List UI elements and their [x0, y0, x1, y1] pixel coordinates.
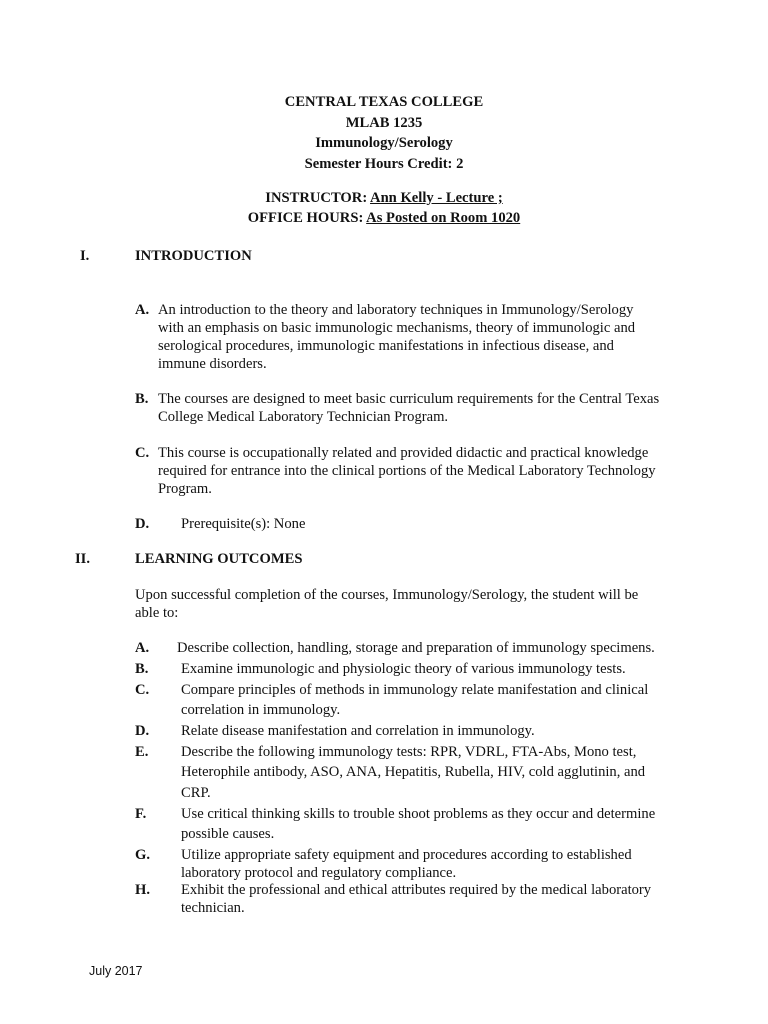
- outcome-item-e-line: Describe the following immunology tests: RPR, VDRL, FTA-Abs, Mono test,: [181, 744, 637, 760]
- intro-item-c-line: required for entrance into the clinical portions of the Medical Laboratory Technology: [158, 463, 656, 479]
- outcome-item-e-letter: E.: [135, 744, 149, 760]
- college-name: CENTRAL TEXAS COLLEGE: [284, 94, 484, 110]
- section-1-title: INTRODUCTION: [135, 248, 252, 264]
- section-2-numeral: II.: [75, 551, 91, 567]
- outcome-item-h-line: technician.: [181, 900, 245, 916]
- intro-item-b-line: The courses are designed to meet basic curriculum requirements for the Central Texas: [158, 391, 660, 407]
- office-hours-value: As Posted on Room 1020: [366, 210, 521, 226]
- outcome-item-e-line: CRP.: [181, 785, 211, 801]
- intro-item-c-line: This course is occupationally related and provided didactic and practical knowledge: [158, 445, 649, 461]
- outcome-item-h-letter: H.: [135, 882, 150, 898]
- outcome-item-c-line: correlation in immunology.: [181, 702, 341, 718]
- outcome-item-f-letter: F.: [135, 806, 147, 822]
- office-hours-label: OFFICE HOURS:: [247, 210, 364, 226]
- intro-item-a-line: An introduction to the theory and laboratory techniques in Immunology/Serology: [158, 302, 634, 318]
- outcome-item-d-line: Relate disease manifestation and correlation in immunology.: [181, 723, 535, 739]
- intro-item-c-line: Program.: [158, 481, 212, 497]
- course-code: MLAB 1235: [345, 115, 423, 131]
- outcome-item-g-line: Utilize appropriate safety equipment and procedures according to established: [181, 847, 632, 863]
- instructor-label: INSTRUCTOR:: [265, 190, 368, 206]
- instructor-line: [0, 189, 768, 207]
- office-hours-line: [0, 209, 768, 227]
- outcome-item-b-letter: B.: [135, 661, 149, 677]
- outcome-item-f-line: Use critical thinking skills to trouble shoot problems as they occur and determine: [181, 806, 656, 822]
- outcome-item-c-letter: C.: [135, 682, 150, 698]
- course-title: Immunology/Serology: [315, 135, 453, 151]
- outcomes-intro-line: able to:: [135, 605, 179, 621]
- intro-item-a-line: serological procedures, immunologic manifestations in infectious disease, and: [158, 338, 614, 354]
- outcome-item-d-letter: D.: [135, 723, 150, 739]
- outcome-item-g-line: laboratory protocol and regulatory compliance.: [181, 865, 457, 881]
- credit-hours: Semester Hours Credit: 2: [304, 156, 464, 172]
- outcome-item-h-line: Exhibit the professional and ethical attributes required by the medical laboratory: [181, 882, 652, 898]
- outcome-item-b-line: Examine immunologic and physiologic theory of various immunology tests.: [181, 661, 626, 677]
- intro-item-d-line: Prerequisite(s): None: [181, 516, 306, 532]
- section-1-numeral: I.: [80, 248, 90, 264]
- intro-item-c-letter: C.: [135, 445, 150, 461]
- intro-item-b-line: College Medical Laboratory Technician Program.: [158, 409, 449, 425]
- outcome-item-g-letter: G.: [135, 847, 150, 863]
- footer-date: July 2017: [89, 964, 143, 978]
- intro-item-a-letter: A.: [135, 302, 150, 318]
- outcome-item-a-line: Describe collection, handling, storage and preparation of immunology specimens.: [177, 640, 655, 656]
- intro-item-d-letter: D.: [135, 516, 150, 532]
- outcome-item-a-letter: A.: [135, 640, 150, 656]
- instructor-value: Ann Kelly - Lecture ;: [370, 190, 503, 206]
- section-2-title: LEARNING OUTCOMES: [135, 551, 303, 567]
- intro-item-a-line: with an emphasis on basic immunologic mechanisms, theory of immunologic and: [158, 320, 636, 336]
- intro-item-b-letter: B.: [135, 391, 149, 407]
- outcome-item-c-line: Compare principles of methods in immunology relate manifestation and clinical: [181, 682, 649, 698]
- outcomes-intro-line: Upon successful completion of the courses, Immunology/Serology, the student will be: [135, 587, 639, 603]
- intro-item-a-line: immune disorders.: [158, 356, 267, 372]
- outcome-item-f-line: possible causes.: [181, 826, 275, 842]
- outcome-item-e-line: Heterophile antibody, ASO, ANA, Hepatitis, Rubella, HIV, cold agglutinin, and: [181, 764, 646, 780]
